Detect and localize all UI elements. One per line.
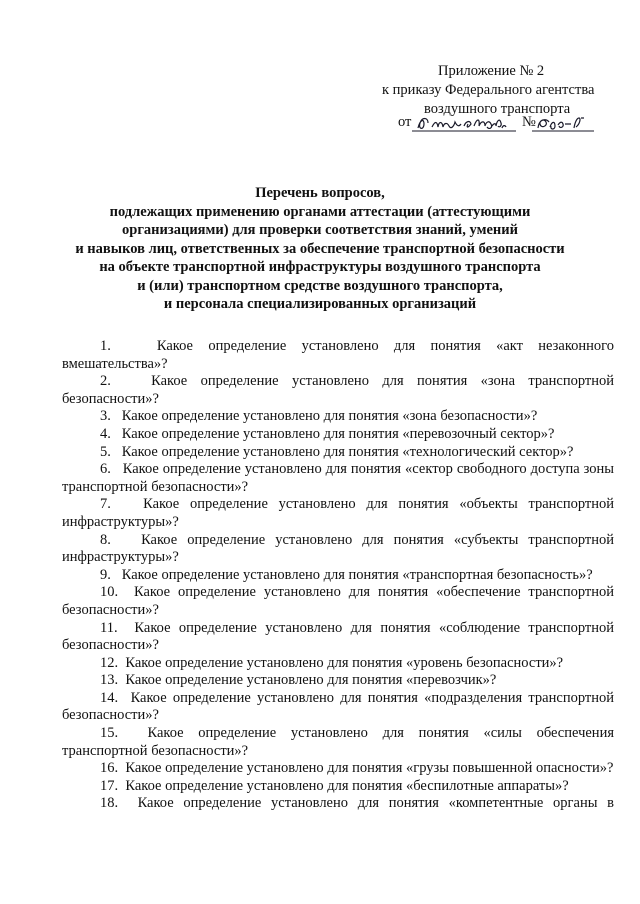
question-item: 2. Какое определение установлено для понятия «зона транспортной безопасности»? [62,373,614,407]
title-line: на объекте транспортной инфраструктуры воздушного транспорта [99,259,541,275]
handwritten-date-number [398,110,628,136]
question-item: 12. Какое определение установлено для понятия «уровень безопасности»? [100,654,564,671]
title-line: подлежащих применению органами аттестации (аттестующими [109,203,531,220]
question-item: 4. Какое определение установлено для понятия «перевозочный сектор»? [100,425,555,442]
question-item: 1. Какое определение установлено для понятия «акт незаконного вмешательства»? [62,338,614,372]
title-line: и персонала специализированных организаций [163,296,477,312]
question-item: 6. Какое определение установлено для понятия «сектор свободного доступа зоны транспортной безопасности»? [62,461,615,495]
question-item: 16. Какое определение установлено для понятия «грузы повышенной опасности»? [100,760,614,777]
appendix-number: Приложение № 2 [438,63,545,79]
appendix-agency: воздушного транспорта [424,101,571,117]
question-item: 9. Какое определение установлено для понятия «транспортная безопасность»? [100,566,593,583]
title-line: и (или) транспортном средстве воздушного транспорта, [137,277,503,294]
date-prefix: от [398,114,412,130]
question-item: 17. Какое определение установлено для понятия «беспилотные аппараты»? [100,777,569,794]
order-date-number-line [398,110,628,136]
question-item: 15. Какое определение установлено для понятия «силы обеспечения транспортной безопасности»? [62,725,614,759]
question-item: 13. Какое определение установлено для понятия «перевозчик»? [100,672,497,689]
document-title [60,184,580,314]
question-item: 10. Какое определение установлено для понятия «обеспечение транспортной безопасности»? [62,584,614,618]
title-line: Перечень вопросов, [255,185,385,201]
number-prefix: № [522,114,536,130]
question-list [62,338,614,813]
title-line: организациями) для проверки соответствия знаний, умений [122,222,518,238]
question-item: 18. Какое определение установлено для понятия «компетентные органы в [100,795,614,812]
question-item: 11. Какое определение установлено для понятия «соблюдение транспортной безопасности»? [62,619,615,654]
appendix-order-ref: к приказу Федерального агентства [382,82,595,98]
question-item: 7. Какое определение установлено для понятия «объекты транспортной инфраструктуры»? [62,496,615,530]
question-item: 5. Какое определение установлено для понятия «технологический сектор»? [100,443,574,460]
question-item: 3. Какое определение установлено для понятия «зона безопасности»? [100,408,538,425]
question-item: 8. Какое определение установлено для понятия «субъекты транспортной инфраструктуры»? [62,531,614,566]
title-line: и навыков лиц, ответственных за обеспечение транспортной безопасности [75,240,565,257]
question-item: 14. Какое определение установлено для понятия «подразделения транспортной безопасности»? [62,689,614,724]
